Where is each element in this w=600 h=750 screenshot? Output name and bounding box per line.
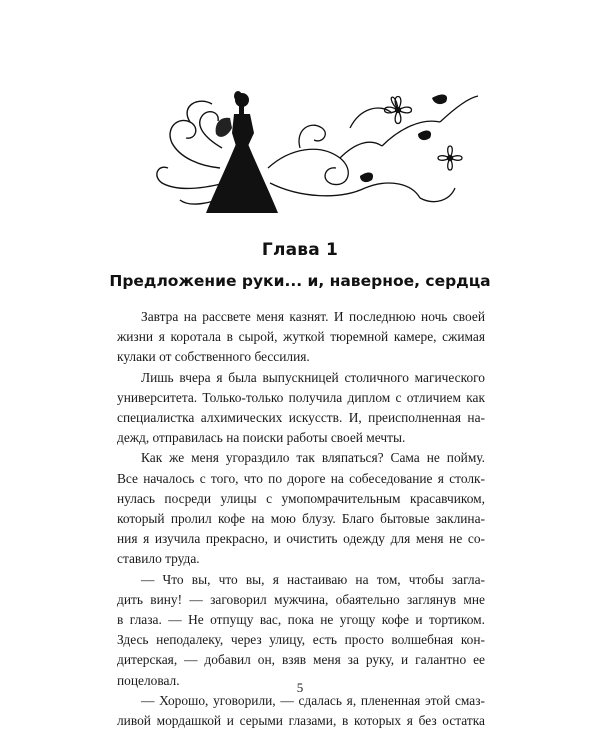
text-line: жизни я коротала в сырой, жуткой тюремной камере, сжимая xyxy=(117,329,485,345)
text-line: ния я изучила прекрасно, и очистить одежду для меня не со- xyxy=(117,531,485,547)
text-line: университета. Только-только получила диплом с отличием как xyxy=(117,389,485,405)
text-line: дежд, отправилась на поиски работы своей мечты. xyxy=(117,430,406,446)
text-line: который пролил кофе на мою блузу. Благо бытовые заклина- xyxy=(117,511,485,527)
chapter-ornament xyxy=(150,88,482,218)
lady-silhouette-icon xyxy=(206,91,278,213)
chapter-title: Глава 1 xyxy=(261,240,339,260)
text-line: дитерская, — добавил он, взяв меня за руку, и галантно ее xyxy=(117,652,485,668)
floral-swirl-icon xyxy=(268,96,478,202)
body-text xyxy=(117,307,485,731)
text-line: Лишь вчера я была выпускницей столичного магического xyxy=(141,369,485,385)
text-line: — Что вы, что вы, я настаиваю на том, чтобы загла- xyxy=(141,571,485,587)
text-line: Как же меня угораздило так вляпаться? Сама не пойму. xyxy=(141,450,485,466)
text-line: поцеловал. xyxy=(117,672,180,688)
text-line: дить вину! — заговорил мужчина, обаятельно заглянув мне xyxy=(117,591,485,607)
text-line: ливой мордашкой и серыми глазами, в которых я без остатка xyxy=(117,713,485,729)
chapter-subtitle: Предложение руки... и, наверное, сердца xyxy=(109,272,491,290)
text-line: кулаки от собственного бессилия. xyxy=(117,349,310,365)
text-line: нулась посреди улицы с умопомрачительным красавчиком, xyxy=(117,490,485,506)
text-line: Все началось с того, что по дороге на собеседование я столк- xyxy=(117,470,485,486)
text-line: Здесь неподалеку, через улицу, есть просто волшебная кон- xyxy=(117,632,485,648)
text-line: — Хорошо, уговорили, — сдалась я, плененная этой смаз- xyxy=(141,692,485,708)
page-number: 5 xyxy=(296,680,304,695)
text-line: специалистка алхимических искусств. И, преисполненная на- xyxy=(117,410,485,426)
text-line: Завтра на рассвете меня казнят. И последнюю ночь своей xyxy=(141,309,485,324)
text-line: ставило труда. xyxy=(117,551,200,567)
text-line: в глаза. — Не отпущу вас, пока не угощу кофе и тортиком. xyxy=(117,612,485,628)
